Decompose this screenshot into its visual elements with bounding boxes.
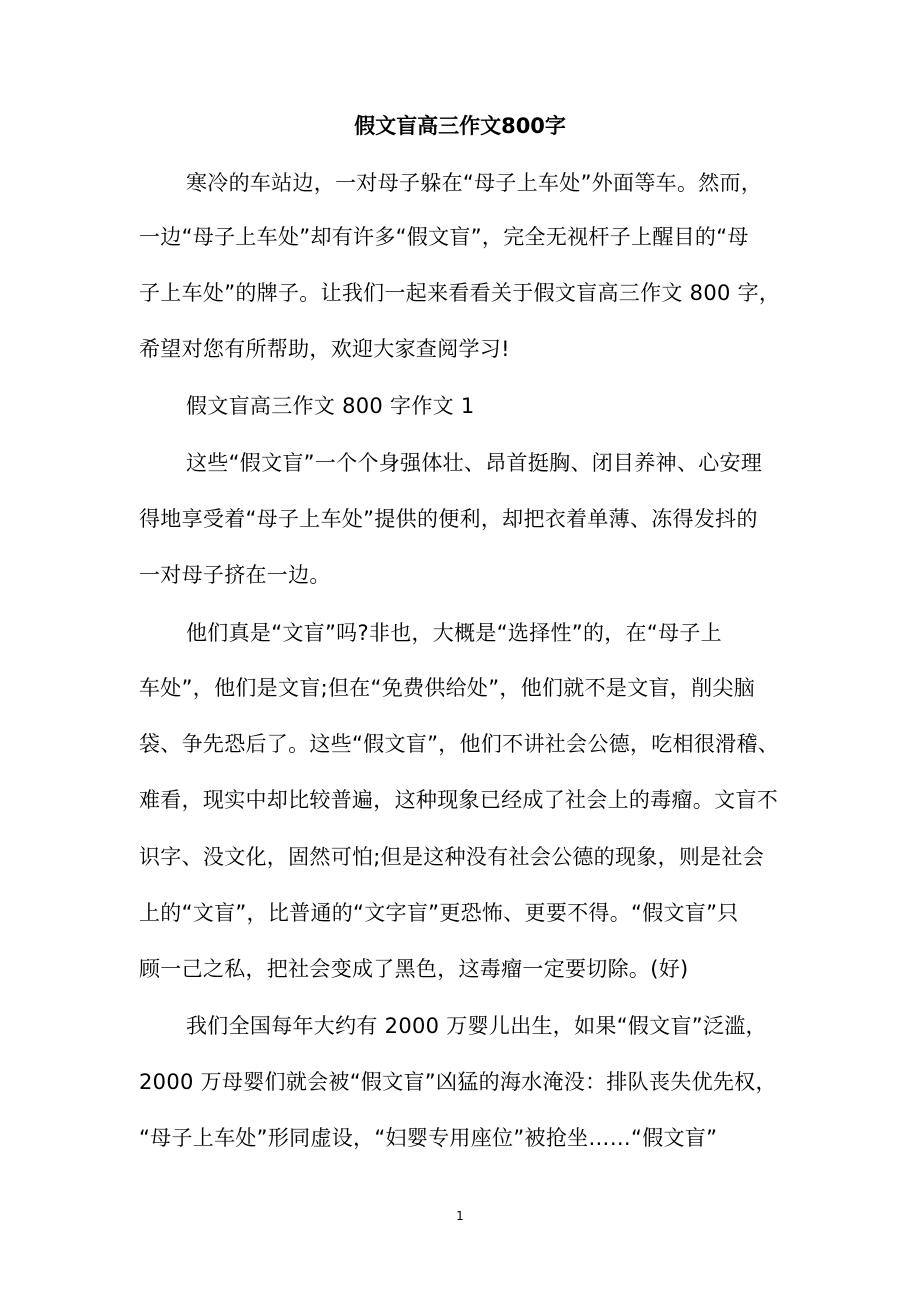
paragraph-4-line-2: 2000 万母婴们就会被“假文盲”凶猛的海水淹没：排队丧失优先权， [139, 1070, 777, 1094]
paragraph-2-line-1: 这些“假文盲”一个个身强体壮、昂首挺胸、闭目养神、心安理 [186, 451, 763, 475]
document-title: 假文盲高三作文800字 [354, 114, 566, 138]
paragraph-1-line-3: 子上车处”的牌子。让我们一起来看看关于假文盲高三作文 800 字， [139, 281, 781, 305]
paragraph-4-line-3: “母子上车处”形同虚设，“妇婴专用座位”被抢坐……“假文盲” [139, 1126, 718, 1150]
paragraph-2-line-3: 一对母子挤在一边。 [139, 563, 331, 587]
page-number: 1 [456, 1209, 464, 1223]
paragraph-2-line-2: 得地享受着“母子上车处”提供的便利，却把衣着单薄、冻得发抖的 [139, 507, 758, 531]
section-heading: 假文盲高三作文 800 字作文 1 [186, 394, 475, 418]
paragraph-3-line-6: 上的“文盲”，比普通的“文字盲”更恐怖、更要不得。“假文盲”只 [139, 901, 739, 925]
paragraph-3-line-4: 难看，现实中却比较普遍，这种现象已经成了社会上的毒瘤。文盲不 [139, 788, 778, 812]
paragraph-1-line-1: 寒冷的车站边，一对母子躲在“母子上车处”外面等车。然而， [186, 171, 763, 195]
paragraph-1-line-2: 一边“母子上车处”却有许多“假文盲”，完全无视杆子上醒目的“母 [139, 225, 749, 249]
paragraph-3-line-2: 车处”，他们是文盲;但在“免费供给处”，他们就不是文盲，削尖脑 [139, 676, 756, 700]
paragraph-3-line-5: 识字、没文化，固然可怕;但是这种没有社会公德的现象，则是社会 [139, 845, 765, 869]
paragraph-4-line-1: 我们全国每年大约有 2000 万婴儿出生，如果“假文盲”泛滥， [186, 1014, 767, 1038]
paragraph-1-line-4: 希望对您有所帮助，欢迎大家查阅学习! [139, 337, 510, 361]
paragraph-3-line-1: 他们真是“文盲”吗?非也，大概是“选择性”的，在“母子上 [186, 621, 722, 645]
paragraph-3-line-3: 袋、争先恐后了。这些“假文盲”，他们不讲社会公德，吃相很滑稽、 [139, 732, 780, 756]
paragraph-3-line-7: 顾一己之私，把社会变成了黑色，这毒瘤一定要切除。(好) [139, 957, 689, 981]
